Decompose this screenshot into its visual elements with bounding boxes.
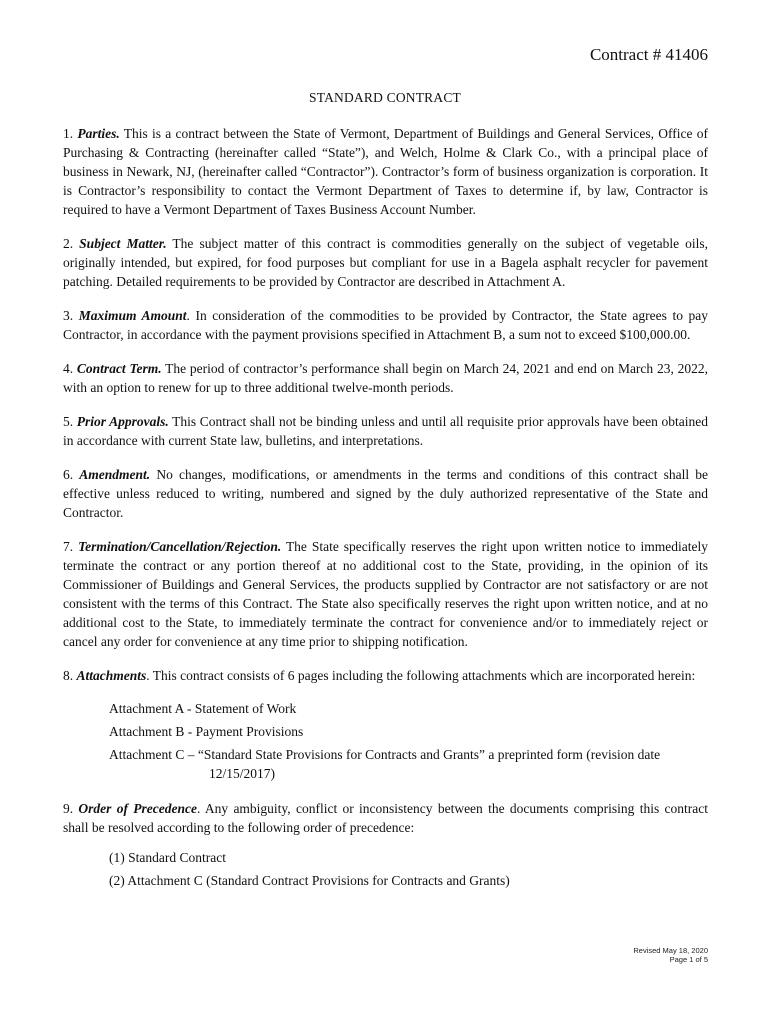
- attachment-list: [109, 699, 708, 783]
- document-title: STANDARD CONTRACT: [309, 90, 461, 105]
- list-item-continuation: 12/15/2017): [209, 766, 275, 781]
- section-number: 4.: [63, 361, 74, 376]
- section-number: 3.: [63, 308, 74, 323]
- page-footer: [633, 946, 708, 964]
- section-subject-matter: [63, 234, 708, 291]
- page-number: Page 1 of 5: [669, 955, 708, 964]
- section-attachments: [63, 666, 708, 685]
- list-item: Attachment B - Payment Provisions: [109, 724, 304, 739]
- section-text: The subject matter of this contract is commodities generally on the subject of vegetable oils, originally intended, but expired, for food purposes but compliant for use in a Bagela asphalt recycler for pavement patching. Detailed requirements to be provided by Contractor are described in Attachment A.: [63, 236, 709, 289]
- section-text: This is a contract between the State of Vermont, Department of Buildings and General Services, Office of Purchasing & Contracting (hereinafter called “State”), and Welch, Holme & Clark Co., with a principal place of business in Newark, NJ, (hereinafter called “Contractor”). Contractor’s form of business organization is corporation. It is Contractor’s responsibility to contact the Vermont Department of Taxes to determine if, by law, Contractor is required to have a Vermont Department of Taxes Business Account Number.: [63, 126, 708, 217]
- section-number: 8.: [63, 668, 74, 683]
- section-order-of-precedence: [63, 799, 708, 837]
- revised-date: Revised May 18, 2020: [633, 946, 708, 955]
- contract-body: [63, 124, 708, 894]
- contract-number: Contract # 41406: [589, 45, 708, 64]
- list-item: Attachment C – “Standard State Provisions for Contracts and Grants” a preprinted form (revision date: [109, 747, 661, 762]
- section-number: 7.: [63, 539, 74, 554]
- section-heading: Attachments: [76, 668, 147, 683]
- section-heading: Order of Precedence: [78, 801, 197, 816]
- section-text: . Any ambiguity, conflict or inconsistency between the documents comprising this contract shall be resolved according to the following order of precedence:: [63, 801, 708, 835]
- section-parties: [63, 124, 708, 219]
- section-contract-term: [63, 359, 708, 397]
- section-text: This Contract shall not be binding unless and until all requisite prior approvals have been obtained in accordance with current State law, bulletins, and interpretations.: [63, 414, 708, 448]
- section-prior-approvals: [63, 412, 708, 450]
- list-item: Attachment A - Statement of Work: [109, 701, 297, 716]
- list-item: (1) Standard Contract: [109, 850, 226, 865]
- section-number: 9.: [63, 801, 74, 816]
- section-number: 1.: [63, 126, 74, 141]
- section-heading: Contract Term.: [76, 361, 162, 376]
- precedence-list: [109, 848, 708, 890]
- section-heading: Termination/Cancellation/Rejection.: [78, 539, 282, 554]
- section-number: 5.: [63, 414, 74, 429]
- section-termination: [63, 537, 708, 651]
- section-heading: Subject Matter.: [79, 236, 167, 251]
- section-number: 6.: [63, 467, 74, 482]
- section-heading: Amendment.: [79, 467, 151, 482]
- section-text: The State specifically reserves the right upon written notice to immediately terminate the contract or any portion thereof at no additional cost to the State, providing, in the opinion of its Commissioner of Buildings and General Services, the products supplied by Contractor are not satisfactory or are not consistent with the terms of this Contract. The State also specifically reserves the right upon written notice, and at no additional cost to the State, to immediately terminate the contract for convenience and/or to immediately reject or cancel any order for convenience at any time prior to shipping notification.: [63, 539, 708, 649]
- section-number: 2.: [63, 236, 74, 251]
- section-text: The period of contractor’s performance shall begin on March 24, 2021 and end on March 23, 2022, with an option to renew for up to three additional twelve-month periods.: [63, 361, 709, 395]
- section-maximum-amount: [63, 306, 708, 344]
- list-item: (2) Attachment C (Standard Contract Provisions for Contracts and Grants): [109, 873, 510, 888]
- section-heading: Maximum Amount: [78, 308, 187, 323]
- section-heading: Prior Approvals.: [76, 414, 169, 429]
- section-text: No changes, modifications, or amendments in the terms and conditions of this contract shall be effective unless reduced to writing, numbered and signed by the duly authorized representative of the State and Contractor.: [63, 467, 709, 520]
- section-heading: Parties.: [77, 126, 120, 141]
- section-text: . In consideration of the commodities to be provided by Contractor, the State agrees to pay Contractor, in accordance with the payment provisions specified in Attachment B, a sum not to exceed $100,000.00.: [63, 308, 708, 342]
- section-text: . This contract consists of 6 pages including the following attachments which are incorporated herein:: [146, 668, 696, 683]
- section-amendment: [63, 465, 708, 522]
